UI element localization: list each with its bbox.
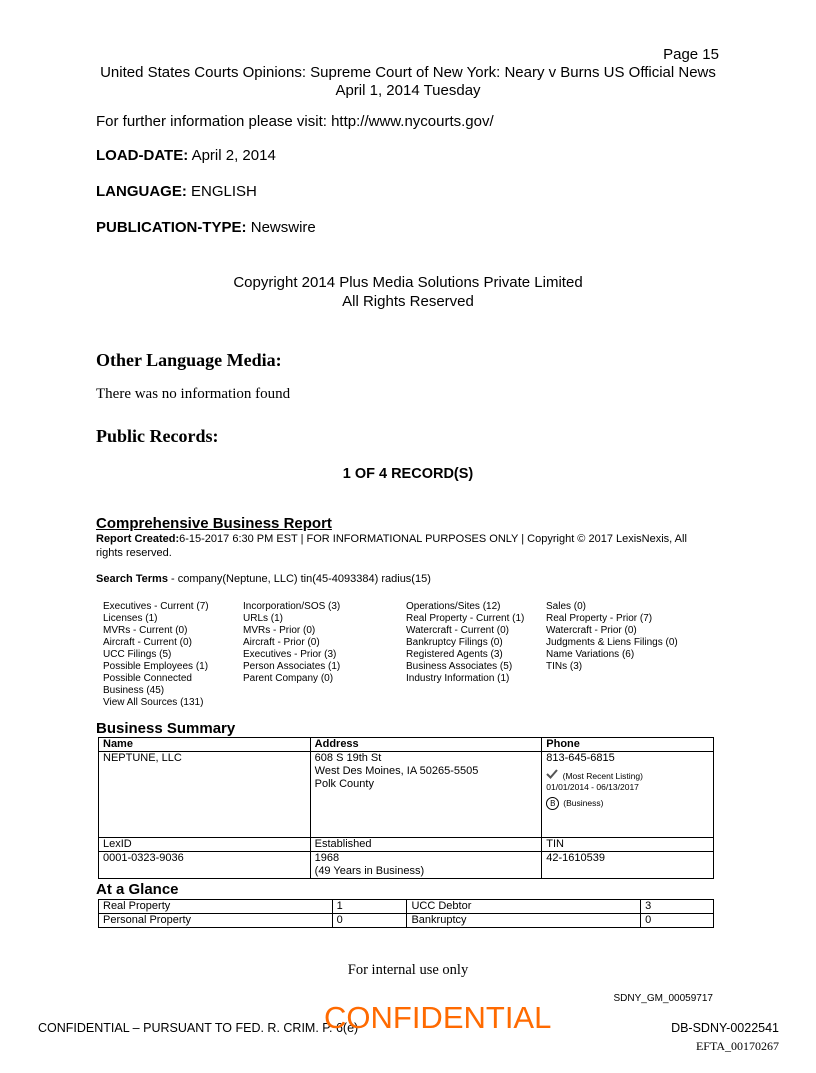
phone-note-text: (Most Recent Listing) xyxy=(562,771,643,781)
column-header: LexID xyxy=(99,838,311,852)
search-terms-text: - company(Neptune, LLC) tin(45-4093384) radius(15) xyxy=(167,573,431,585)
sources-column-2 xyxy=(243,601,340,685)
business-phone-icon: B xyxy=(546,797,559,810)
source-link[interactable]: Person Associates (1) xyxy=(243,661,341,672)
business-phone xyxy=(542,752,714,838)
source-link[interactable]: Possible Employees (1) xyxy=(103,661,209,672)
source-link[interactable]: Judgments & Liens Filings (0) xyxy=(546,637,678,648)
document-title: United States Courts Opinions: Supreme Court of New York: Neary v Burns US Official News April 1, 2014 Tuesday xyxy=(100,64,716,99)
other-language-text: There was no information found xyxy=(96,386,291,402)
efta-id: EFTA_00170267 xyxy=(695,1039,779,1053)
glance-value: 3 xyxy=(641,900,714,914)
established-year: 1968 xyxy=(314,852,340,864)
sources-column-4 xyxy=(546,601,678,673)
other-language-heading: Other Language Media: xyxy=(96,350,282,370)
sources-column-1 xyxy=(103,601,209,709)
source-link[interactable]: UCC Filings (5) xyxy=(103,649,172,660)
report-created xyxy=(96,532,716,560)
source-link[interactable]: Possible Connected xyxy=(103,673,192,684)
tin-value: 42-1610539 xyxy=(542,852,714,879)
source-link[interactable]: Executives - Prior (3) xyxy=(243,649,337,660)
language-label: LANGUAGE: xyxy=(96,183,187,200)
column-header: Address xyxy=(310,738,542,752)
publication-type-label: PUBLICATION-TYPE: xyxy=(96,219,247,236)
years-in-business: (49 Years in Business) xyxy=(314,865,425,877)
language-value: ENGLISH xyxy=(191,183,257,200)
source-link[interactable]: Parent Company (0) xyxy=(243,673,334,684)
lexid-value: 0001-0323-9036 xyxy=(99,852,311,879)
at-a-glance-heading: At a Glance xyxy=(96,881,179,898)
report-title: Comprehensive Business Report xyxy=(96,515,332,532)
publication-type xyxy=(96,219,316,236)
report-created-text: 6-15-2017 6:30 PM EST | FOR INFORMATIONAL PURPOSES ONLY | Copyright © 2017 LexisNexis, All rights reserved. xyxy=(96,533,687,559)
phone-type xyxy=(546,797,709,810)
internal-use-note: For internal use only xyxy=(347,962,469,978)
search-terms xyxy=(96,573,431,585)
table-row xyxy=(99,838,714,852)
glance-value: 1 xyxy=(332,900,407,914)
source-link[interactable]: Operations/Sites (12) xyxy=(406,601,501,612)
column-header: Established xyxy=(310,838,542,852)
business-summary-table xyxy=(98,737,714,879)
source-link[interactable]: Industry Information (1) xyxy=(406,673,510,684)
source-link[interactable]: Aircraft - Prior (0) xyxy=(243,637,320,648)
phone-type-text: (Business) xyxy=(563,798,604,808)
search-terms-label: Search Terms xyxy=(96,573,168,585)
table-row xyxy=(99,738,714,752)
source-link[interactable]: TINs (3) xyxy=(546,661,583,672)
source-link[interactable]: MVRs - Current (0) xyxy=(103,625,188,636)
phone-number: 813-645-6815 xyxy=(546,752,615,764)
table-row xyxy=(99,852,714,879)
source-link[interactable]: Aircraft - Current (0) xyxy=(103,637,192,648)
address-line: Polk County xyxy=(314,778,374,790)
info-line: For further information please visit: http://www.nycourts.gov/ xyxy=(96,113,494,130)
source-link[interactable]: Executives - Current (7) xyxy=(103,601,209,612)
source-link[interactable]: Watercraft - Prior (0) xyxy=(546,625,637,636)
column-header: TIN xyxy=(542,838,714,852)
established-value xyxy=(310,852,542,879)
source-link[interactable]: Name Variations (6) xyxy=(546,649,635,660)
at-a-glance-table xyxy=(98,899,714,928)
glance-label: UCC Debtor xyxy=(407,900,641,914)
source-link[interactable]: Registered Agents (3) xyxy=(406,649,503,660)
business-summary-heading: Business Summary xyxy=(96,720,236,737)
business-address xyxy=(310,752,542,838)
source-link[interactable]: Bankruptcy Filings (0) xyxy=(406,637,503,648)
bates-code: SDNY_GM_00059717 xyxy=(613,993,713,1004)
source-link[interactable]: Business Associates (5) xyxy=(406,661,513,672)
source-link[interactable]: Sales (0) xyxy=(546,601,587,612)
column-header: Phone xyxy=(542,738,714,752)
publication-type-value: Newswire xyxy=(250,219,316,236)
page-number: Page 15 xyxy=(663,46,719,63)
record-count: 1 OF 4 RECORD(S) xyxy=(342,466,474,482)
source-link[interactable]: View All Sources (131) xyxy=(103,697,204,708)
report-created-label: Report Created: xyxy=(96,533,180,545)
glance-value: 0 xyxy=(332,914,407,928)
copyright-line: Copyright 2014 Plus Media Solutions Private Limited xyxy=(233,274,583,291)
glance-label: Bankruptcy xyxy=(407,914,641,928)
table-row xyxy=(99,752,714,838)
table-row xyxy=(99,914,714,928)
glance-label: Real Property xyxy=(99,900,333,914)
source-link[interactable]: Real Property - Current (1) xyxy=(406,613,525,624)
confidentiality-notice: CONFIDENTIAL – PURSUANT TO FED. R. CRIM. P. 6(e) xyxy=(38,1021,359,1035)
source-link[interactable]: MVRs - Prior (0) xyxy=(243,625,316,636)
phone-dates: 01/01/2014 - 06/13/2017 xyxy=(546,782,639,792)
sources-column-3 xyxy=(406,601,524,685)
checkmark-icon xyxy=(546,769,560,782)
rights-line: All Rights Reserved xyxy=(342,293,474,310)
source-link[interactable]: Licenses (1) xyxy=(103,613,158,624)
source-link[interactable]: Watercraft - Current (0) xyxy=(406,625,509,636)
load-date-value: April 2, 2014 xyxy=(191,147,276,164)
business-name: NEPTUNE, LLC xyxy=(99,752,311,838)
table-row xyxy=(99,900,714,914)
address-line: 608 S 19th St xyxy=(314,752,382,764)
confidential-stamp: CONFIDENTIAL xyxy=(324,1000,552,1035)
source-link[interactable]: URLs (1) xyxy=(243,613,284,624)
phone-note xyxy=(546,769,709,782)
public-records-heading: Public Records: xyxy=(96,426,219,446)
language xyxy=(96,183,257,200)
load-date-label: LOAD-DATE: xyxy=(96,147,189,164)
glance-label: Personal Property xyxy=(99,914,333,928)
address-line: West Des Moines, IA 50265-5505 xyxy=(314,765,479,777)
source-link[interactable]: Incorporation/SOS (3) xyxy=(243,601,341,612)
copyright-block xyxy=(96,273,720,311)
column-header: Name xyxy=(99,738,311,752)
document-id: DB-SDNY-0022541 xyxy=(671,1021,779,1035)
glance-value: 0 xyxy=(641,914,714,928)
source-link[interactable]: Business (45) xyxy=(103,685,165,696)
source-link[interactable]: Real Property - Prior (7) xyxy=(546,613,653,624)
load-date xyxy=(96,147,276,164)
